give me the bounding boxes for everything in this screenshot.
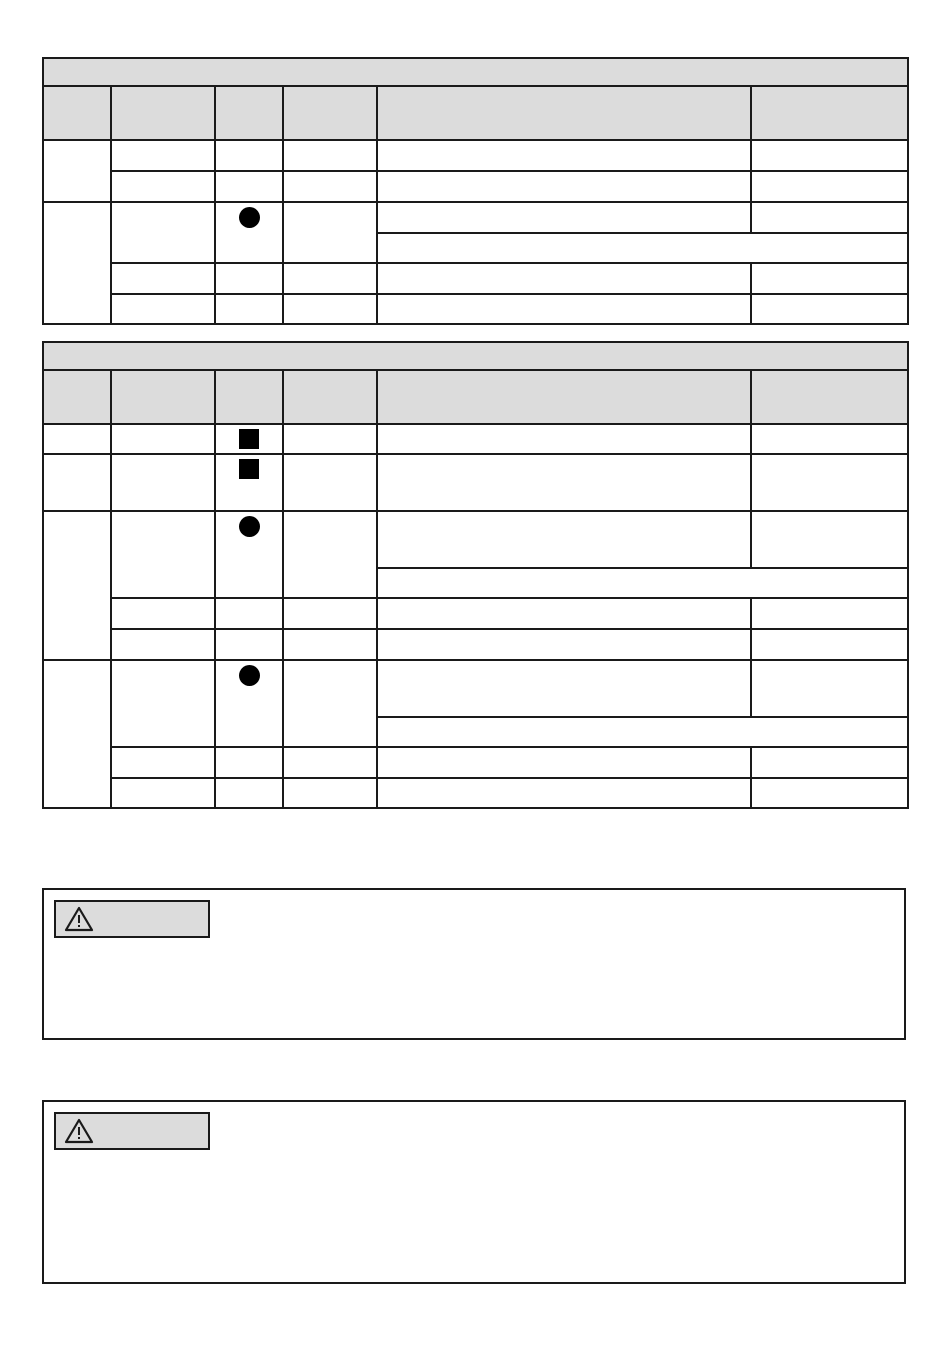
table-cell [377,717,908,747]
table-cell [111,511,215,598]
table-cell [111,171,215,202]
table-row [43,778,908,808]
table-cell [751,294,908,324]
table-cell [215,294,283,324]
table-cell [377,294,751,324]
column-header [283,370,377,424]
table-cell [215,629,283,660]
table-cell [377,140,751,171]
table-cell [43,424,111,454]
table-cell [283,511,377,598]
table-cell [283,424,377,454]
table-cell [215,424,283,454]
table-row [43,263,908,294]
table-cell [377,511,751,568]
table-cell [751,454,908,511]
table-cell [215,171,283,202]
column-header [751,86,908,140]
spec-table-2 [42,341,909,809]
table-cell [283,454,377,511]
table-cell [43,202,111,324]
table-cell [111,202,215,263]
table-cell [43,454,111,511]
table-cell [283,629,377,660]
table-cell [283,294,377,324]
table-cell [283,263,377,294]
table-cell [215,747,283,778]
table-row [43,424,908,454]
table-cell [43,140,111,202]
table-row [43,511,908,568]
warning-label [54,1112,210,1150]
table-row [43,454,908,511]
table-cell [43,660,111,808]
table-cell [751,424,908,454]
warning-label [54,900,210,938]
column-header [215,86,283,140]
warning-box [42,1100,906,1284]
table-cell [111,454,215,511]
table-cell [377,171,751,202]
column-header [215,370,283,424]
table-cell [215,660,283,747]
table-cell [377,202,751,233]
table-cell [377,424,751,454]
table-row [43,660,908,717]
table-cell [215,140,283,171]
table-cell [751,511,908,568]
warning-box [42,888,906,1040]
table-cell [377,568,908,598]
warning-triangle-icon [64,1118,94,1144]
table-cell [283,747,377,778]
table-cell [111,263,215,294]
filled-square-icon [239,459,259,479]
table-cell [283,171,377,202]
column-header [111,370,215,424]
column-header [377,86,751,140]
table-cell [215,263,283,294]
table-row [43,140,908,171]
table-cell [215,511,283,598]
column-header [43,370,111,424]
spec-table-1 [42,57,909,325]
table-cell [111,598,215,629]
table-cell [751,202,908,233]
table-cell [377,233,908,263]
column-header [751,370,908,424]
table-cell [751,171,908,202]
table-cell [283,202,377,263]
table-cell [377,747,751,778]
table-cell [751,778,908,808]
table-row [43,747,908,778]
table-row [43,294,908,324]
table-cell [377,629,751,660]
table-cell [215,454,283,511]
table-cell [283,598,377,629]
column-header [43,86,111,140]
table-cell [377,454,751,511]
table-row [43,202,908,233]
table-cell [111,747,215,778]
table-cell [751,660,908,717]
table-cell [751,629,908,660]
table-cell [283,660,377,747]
table-row [43,171,908,202]
filled-circle-icon [239,207,260,228]
table-title [43,58,908,86]
table-row [43,598,908,629]
table-cell [111,629,215,660]
column-header [283,86,377,140]
table-cell [111,424,215,454]
filled-square-icon [239,429,259,449]
table-cell [751,747,908,778]
table-cell [215,598,283,629]
table-cell [377,660,751,717]
table-cell [377,778,751,808]
table-cell [751,140,908,171]
table-cell [751,263,908,294]
table-cell [377,263,751,294]
table-cell [377,598,751,629]
column-header [111,86,215,140]
table-cell [283,778,377,808]
table-cell [111,294,215,324]
filled-circle-icon [239,516,260,537]
table-cell [215,778,283,808]
filled-circle-icon [239,665,260,686]
table-row [43,629,908,660]
table-cell [111,660,215,747]
warning-triangle-icon [64,906,94,932]
table-cell [215,202,283,263]
column-header [377,370,751,424]
table-title [43,342,908,370]
table-cell [283,140,377,171]
table-cell [751,598,908,629]
table-cell [111,140,215,171]
table-cell [111,778,215,808]
table-cell [43,511,111,660]
